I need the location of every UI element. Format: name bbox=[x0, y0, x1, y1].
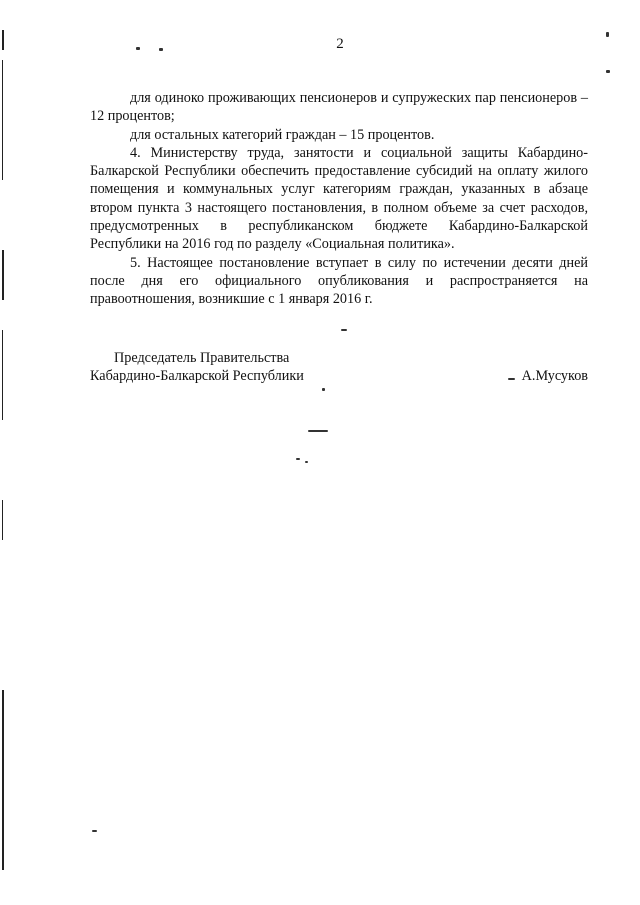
scan-speck bbox=[92, 830, 97, 832]
scan-speck bbox=[508, 378, 515, 380]
paragraph-pensioners-rate: для одиноко проживающих пенсионеров и супружеских пар пенсионеров – 12 процентов; bbox=[90, 90, 588, 125]
paragraph-item-4-ministry: 4. Министерству труда, занятости и социальной защиты Кабардино-Балкарской Республики обеспечить предоставление субсидий на оплату жилого помещения и коммунальных услуг категориям граждан, указанных в абзаце втором пункта 3 настоящего постановления, в полном объеме за счет расходов, предусмотренных в республиканском бюджете Кабардино-Балкарской Республики на 2016 год по разделу «Социальная политика». bbox=[90, 144, 588, 253]
document-body bbox=[90, 89, 588, 309]
scan-edge-mark bbox=[2, 30, 4, 50]
scan-speck bbox=[606, 70, 610, 73]
signature-block bbox=[90, 349, 588, 386]
scan-speck bbox=[305, 461, 308, 463]
scan-edge-mark bbox=[2, 330, 3, 420]
scan-speck bbox=[296, 458, 300, 460]
scan-speck bbox=[322, 388, 325, 391]
page-number: 2 bbox=[336, 36, 344, 52]
paragraph-other-categories-rate: для остальных категорий граждан – 15 процентов. bbox=[130, 126, 435, 143]
scan-speck bbox=[606, 32, 609, 37]
signatory-title-line1: Председатель Правительства bbox=[114, 350, 290, 366]
signatory-title-line2: Кабардино-Балкарской Республики bbox=[90, 368, 304, 385]
paragraph-item-5-effective-date: 5. Настоящее постановление вступает в силу по истечении десяти дней после дня его официального опубликования и распространяется на правоотношения, возникшие с 1 января 2016 г. bbox=[90, 254, 588, 308]
scan-speck bbox=[159, 48, 163, 51]
signatory-name: А.Мусуков bbox=[521, 368, 588, 385]
scan-edge-mark bbox=[2, 690, 4, 870]
scan-speck bbox=[341, 329, 347, 331]
scan-speck bbox=[136, 47, 140, 50]
scan-edge-mark bbox=[2, 250, 4, 300]
scan-edge-mark bbox=[2, 500, 3, 540]
scan-speck bbox=[308, 430, 328, 432]
scan-edge-mark bbox=[2, 60, 3, 180]
signature-row bbox=[90, 367, 588, 385]
